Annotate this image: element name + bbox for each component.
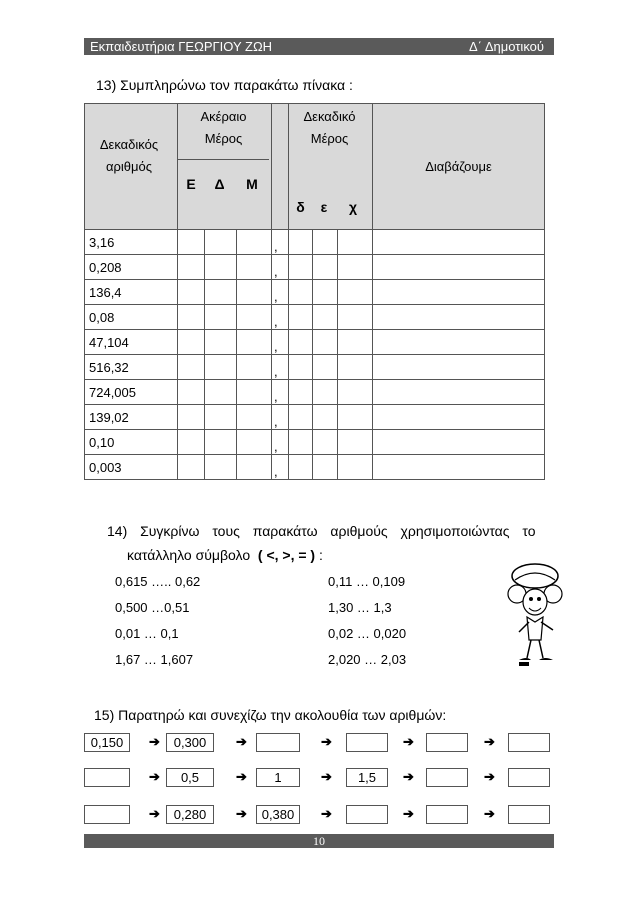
sequence-given-box: 0,150 <box>84 733 130 752</box>
header-integer-part: Ακέραιο Μέρος Ε Δ Μ <box>178 104 272 230</box>
letter-M: Μ <box>246 176 258 192</box>
digit-answer-cell[interactable] <box>338 230 373 255</box>
sequence-answer-box[interactable] <box>84 768 130 787</box>
sequence-given-box: 0,280 <box>166 805 214 824</box>
sequence-answer-box[interactable] <box>256 733 300 752</box>
sequence-answer-box[interactable] <box>508 805 550 824</box>
digit-answer-cell[interactable] <box>313 305 338 330</box>
digit-answer-cell[interactable] <box>237 355 272 380</box>
reading-answer-cell[interactable] <box>373 305 545 330</box>
sequence-answer-box[interactable] <box>426 805 468 824</box>
exercise-14-line2: κατάλληλο σύμβολο ( <, >, = ) : <box>127 547 323 563</box>
comma-cell: , <box>272 380 289 405</box>
decimal-number-cell: 0,208 <box>85 255 178 280</box>
digit-answer-cell[interactable] <box>338 355 373 380</box>
digit-answer-cell[interactable] <box>313 455 338 480</box>
sequence-answer-box[interactable] <box>426 768 468 787</box>
sequence-given-box: 0,5 <box>166 768 214 787</box>
reading-answer-cell[interactable] <box>373 255 545 280</box>
digit-answer-cell[interactable] <box>237 405 272 430</box>
decimal-number-cell: 47,104 <box>85 330 178 355</box>
letter-D: Δ <box>214 176 225 192</box>
arrow-right-icon: ➔ <box>149 734 160 749</box>
digit-answer-cell[interactable] <box>205 405 237 430</box>
digit-answer-cell[interactable] <box>313 405 338 430</box>
table-row <box>85 405 545 430</box>
digit-answer-cell[interactable] <box>313 255 338 280</box>
sequence-given-box: 1 <box>256 768 300 787</box>
digit-answer-cell[interactable] <box>205 355 237 380</box>
sequence-given-box: 0,380 <box>256 805 300 824</box>
digit-answer-cell[interactable] <box>205 280 237 305</box>
digit-answer-cell[interactable] <box>237 380 272 405</box>
arrow-right-icon: ➔ <box>149 806 160 821</box>
digit-answer-cell[interactable] <box>313 280 338 305</box>
digit-answer-cell[interactable] <box>178 430 205 455</box>
comma-cell: , <box>272 230 289 255</box>
digit-answer-cell[interactable] <box>338 255 373 280</box>
compare-item: 0,615 ….. 0,62 <box>115 574 201 589</box>
compare-item: 1,30 … 1,3 <box>328 600 392 615</box>
digit-answer-cell[interactable] <box>178 255 205 280</box>
sequence-answer-box[interactable] <box>426 733 468 752</box>
arrow-right-icon: ➔ <box>484 769 495 784</box>
table-row <box>85 455 545 480</box>
table-row <box>85 330 545 355</box>
compare-item: 2,020 … 2,03 <box>328 652 407 667</box>
sequence-given-box: 0,300 <box>166 733 214 752</box>
digit-answer-cell[interactable] <box>237 430 272 455</box>
reading-answer-cell[interactable] <box>373 355 545 380</box>
digit-answer-cell[interactable] <box>289 455 313 480</box>
digit-answer-cell[interactable] <box>178 230 205 255</box>
table-row <box>85 255 545 280</box>
digit-answer-cell[interactable] <box>313 430 338 455</box>
digit-answer-cell[interactable] <box>289 255 313 280</box>
arrow-right-icon: ➔ <box>236 734 247 749</box>
digit-answer-cell[interactable] <box>338 455 373 480</box>
digit-answer-cell[interactable] <box>289 280 313 305</box>
reading-answer-cell[interactable] <box>373 330 545 355</box>
digit-answer-cell[interactable] <box>205 330 237 355</box>
exercise-13-title: 13) Συμπληρώνω τον παρακάτω πίνακα : <box>96 77 353 93</box>
comma-cell: , <box>272 280 289 305</box>
page-header <box>84 38 554 55</box>
comma-cell: , <box>272 305 289 330</box>
digit-answer-cell[interactable] <box>237 330 272 355</box>
digit-answer-cell[interactable] <box>237 455 272 480</box>
letter-E: Ε <box>186 176 196 192</box>
digit-answer-cell[interactable] <box>289 305 313 330</box>
digit-answer-cell[interactable] <box>178 330 205 355</box>
header-decimal-number: Δεκαδικός αριθμός <box>85 104 178 230</box>
decimal-number-cell: 0,08 <box>85 305 178 330</box>
compare-item: 0,01 … 0,1 <box>115 626 179 641</box>
table-row <box>85 380 545 405</box>
table-row <box>85 430 545 455</box>
digit-answer-cell[interactable] <box>205 380 237 405</box>
school-name: Εκπαιδευτήρια ΓΕΩΡΓΙΟΥ ΖΩΗ <box>90 39 273 54</box>
header-decimal-part: Δεκαδικό Μέρος δ ε χ <box>289 104 373 230</box>
comma-cell: , <box>272 330 289 355</box>
table-row <box>85 280 545 305</box>
digit-answer-cell[interactable] <box>205 305 237 330</box>
sequence-answer-box[interactable] <box>508 733 550 752</box>
arrow-right-icon: ➔ <box>403 734 414 749</box>
digit-answer-cell[interactable] <box>338 305 373 330</box>
arrow-right-icon: ➔ <box>403 769 414 784</box>
arrow-right-icon: ➔ <box>403 806 414 821</box>
sequence-given-box: 1,5 <box>346 768 388 787</box>
digit-answer-cell[interactable] <box>237 280 272 305</box>
arrow-right-icon: ➔ <box>484 734 495 749</box>
decimal-number-cell: 0,10 <box>85 430 178 455</box>
page-number: 10 <box>313 834 325 848</box>
digit-answer-cell[interactable] <box>338 405 373 430</box>
cartoon-mouse-illustration <box>505 562 563 670</box>
digit-answer-cell[interactable] <box>338 380 373 405</box>
digit-answer-cell[interactable] <box>289 380 313 405</box>
letter-e: ε <box>320 199 328 215</box>
reading-answer-cell[interactable] <box>373 430 545 455</box>
comma-cell: , <box>272 255 289 280</box>
digit-answer-cell[interactable] <box>313 330 338 355</box>
digit-answer-cell[interactable] <box>289 355 313 380</box>
comma-cell: , <box>272 430 289 455</box>
arrow-right-icon: ➔ <box>321 769 332 784</box>
exercise-15-title: 15) Παρατηρώ και συνεχίζω την ακολουθία των αριθμών: <box>94 707 447 723</box>
decimal-number-cell: 516,32 <box>85 355 178 380</box>
comma-cell: , <box>272 455 289 480</box>
digit-answer-cell[interactable] <box>178 405 205 430</box>
letter-x: χ <box>348 199 358 215</box>
digit-answer-cell[interactable] <box>205 230 237 255</box>
digit-answer-cell[interactable] <box>178 380 205 405</box>
digit-answer-cell[interactable] <box>178 355 205 380</box>
compare-item: 1,67 … 1,607 <box>115 652 194 667</box>
decimal-number-cell: 724,005 <box>85 380 178 405</box>
arrow-right-icon: ➔ <box>236 806 247 821</box>
sequence-answer-box[interactable] <box>346 733 388 752</box>
reading-answer-cell[interactable] <box>373 405 545 430</box>
digit-answer-cell[interactable] <box>237 305 272 330</box>
comma-cell: , <box>272 405 289 430</box>
decimal-number-cell: 136,4 <box>85 280 178 305</box>
reading-answer-cell[interactable] <box>373 280 545 305</box>
digit-answer-cell[interactable] <box>338 280 373 305</box>
sequence-answer-box[interactable] <box>84 805 130 824</box>
table-row <box>85 355 545 380</box>
decimal-number-cell: 3,16 <box>85 230 178 255</box>
digit-answer-cell[interactable] <box>313 380 338 405</box>
digit-answer-cell[interactable] <box>178 455 205 480</box>
decimal-number-cell: 0,003 <box>85 455 178 480</box>
digit-answer-cell[interactable] <box>338 430 373 455</box>
digit-answer-cell[interactable] <box>237 255 272 280</box>
arrow-right-icon: ➔ <box>484 806 495 821</box>
digit-answer-cell[interactable] <box>205 255 237 280</box>
reading-answer-cell[interactable] <box>373 380 545 405</box>
digit-answer-cell[interactable] <box>178 305 205 330</box>
digit-answer-cell[interactable] <box>178 280 205 305</box>
table-row <box>85 305 545 330</box>
reading-answer-cell[interactable] <box>373 455 545 480</box>
digit-answer-cell[interactable] <box>205 455 237 480</box>
grade-label: Δ΄ Δημοτικού <box>468 39 544 54</box>
sequence-answer-box[interactable] <box>346 805 388 824</box>
header-read: Διαβάζουμε <box>373 104 545 230</box>
compare-item: 0,02 … 0,020 <box>328 626 407 641</box>
compare-item: 0,11 … 0,109 <box>328 574 406 589</box>
table-row <box>85 230 545 255</box>
arrow-right-icon: ➔ <box>149 769 160 784</box>
compare-item: 0,500 …0,51 <box>115 600 190 615</box>
digit-answer-cell[interactable] <box>237 230 272 255</box>
arrow-right-icon: ➔ <box>236 769 247 784</box>
digit-answer-cell[interactable] <box>289 405 313 430</box>
arrow-right-icon: ➔ <box>321 806 332 821</box>
page-footer <box>84 834 554 848</box>
digit-answer-cell[interactable] <box>313 355 338 380</box>
digit-answer-cell[interactable] <box>289 230 313 255</box>
reading-answer-cell[interactable] <box>373 230 545 255</box>
comma-cell: , <box>272 355 289 380</box>
sequence-answer-box[interactable] <box>508 768 550 787</box>
letter-d: δ <box>296 199 305 215</box>
arrow-right-icon: ➔ <box>321 734 332 749</box>
digit-answer-cell[interactable] <box>338 330 373 355</box>
digit-answer-cell[interactable] <box>313 230 338 255</box>
exercise-14-line1: 14) Συγκρίνω τους παρακάτω αριθμούς χρησιμοποιώντας το <box>107 523 536 539</box>
digit-answer-cell[interactable] <box>289 330 313 355</box>
digit-answer-cell[interactable] <box>289 430 313 455</box>
decimal-number-cell: 139,02 <box>85 405 178 430</box>
digit-answer-cell[interactable] <box>205 430 237 455</box>
